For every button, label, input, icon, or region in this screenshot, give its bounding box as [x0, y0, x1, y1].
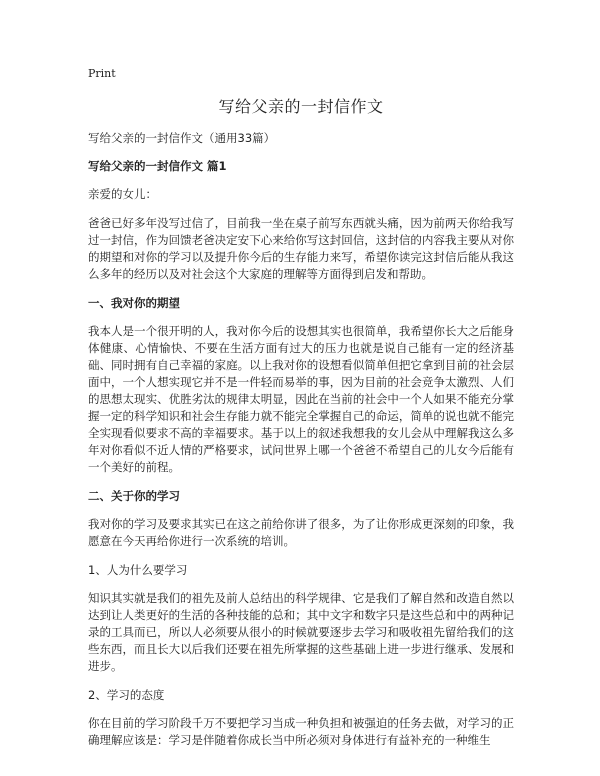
- subsection-why-learn: 1、人为什么要学习: [88, 563, 188, 577]
- study-paragraph: 我对你的学习及要求其实已在这之前给你讲了很多，为了让你形成更深刻的印象，我愿意在今天再给你进行一次系统的培训。: [88, 517, 514, 548]
- document-subtitle: 写给父亲的一封信作文（通用33篇）: [88, 131, 276, 145]
- learning-attitude-paragraph: 你在目前的学习阶段千万不要把学习当成一种负担和被强迫的任务去做，对学习的正确理解应该是：学习是伴随着你成长当中所必须对身体进行有益补充的一种维生: [88, 716, 514, 747]
- section-title-study: 二、关于你的学习: [88, 489, 180, 503]
- print-link[interactable]: Print: [88, 67, 116, 80]
- section-title-expectations: 一、我对你的期望: [88, 296, 180, 310]
- article-title: 写给父亲的一封信作文 篇1: [88, 159, 227, 173]
- document-title: 写给父亲的一封信作文: [218, 97, 384, 116]
- document-page: [88, 66, 514, 761]
- subsection-learning-attitude: 2、学习的态度: [88, 688, 165, 702]
- why-learn-paragraph: 知识其实就是我们的祖先及前人总结出的科学规律、它是我们了解自然和改造自然以达到让人类更好的生活的各种技能的总和；其中文字和数字只是这些总和中的两种记录的工具而已，所以人必须要从很小的时候就要逐步去学习和吸收祖先留给我们的这些东西，而且长大以后我们还要在祖先所掌握的这些基础上进一步进行继承、发展和进步。: [88, 591, 514, 673]
- intro-paragraph: 爸爸已好多年没写过信了，目前我一坐在桌子前写东西就头痛，因为前两天你给我写过一封信，作为回馈老爸决定安下心来给你写这封回信，这封信的内容我主要从对你的期望和对你的学习以及提升你今后的生存能力来写，希望你读完这封信后能从我这么多年的经历以及对社会这个大家庭的理解等方面得到启发和帮助。: [88, 216, 514, 281]
- expectations-paragraph: 我本人是一个很开明的人，我对你今后的设想其实也很简单，我希望你长大之后能身体健康、心情愉快、不要在生活方面有过大的压力也就是说自己能有一定的经济基础、同时拥有自己幸福的家庭。以上我对你的设想看似简单但把它拿到目前的社会层面中，一个人想实现它并不是一件轻而易举的事，因为目前的社会竞争太激烈、人们的思想太现实、优胜劣汰的规律太明显，因此在当前的社会中一个人如果不能充分掌握一定的科学知识和社会生存能力就不能完全掌握自己的命运，简单的说也就不能完全实现看似要求不高的幸福要求。基于以上的叙述我想我的女儿会从中理解我这么多年对你看似不近人情的严格要求，试问世界上哪一个爸爸不希望自己的儿女今后能有一个美好的前程。: [88, 324, 514, 474]
- salutation: 亲爱的女儿：: [88, 187, 157, 201]
